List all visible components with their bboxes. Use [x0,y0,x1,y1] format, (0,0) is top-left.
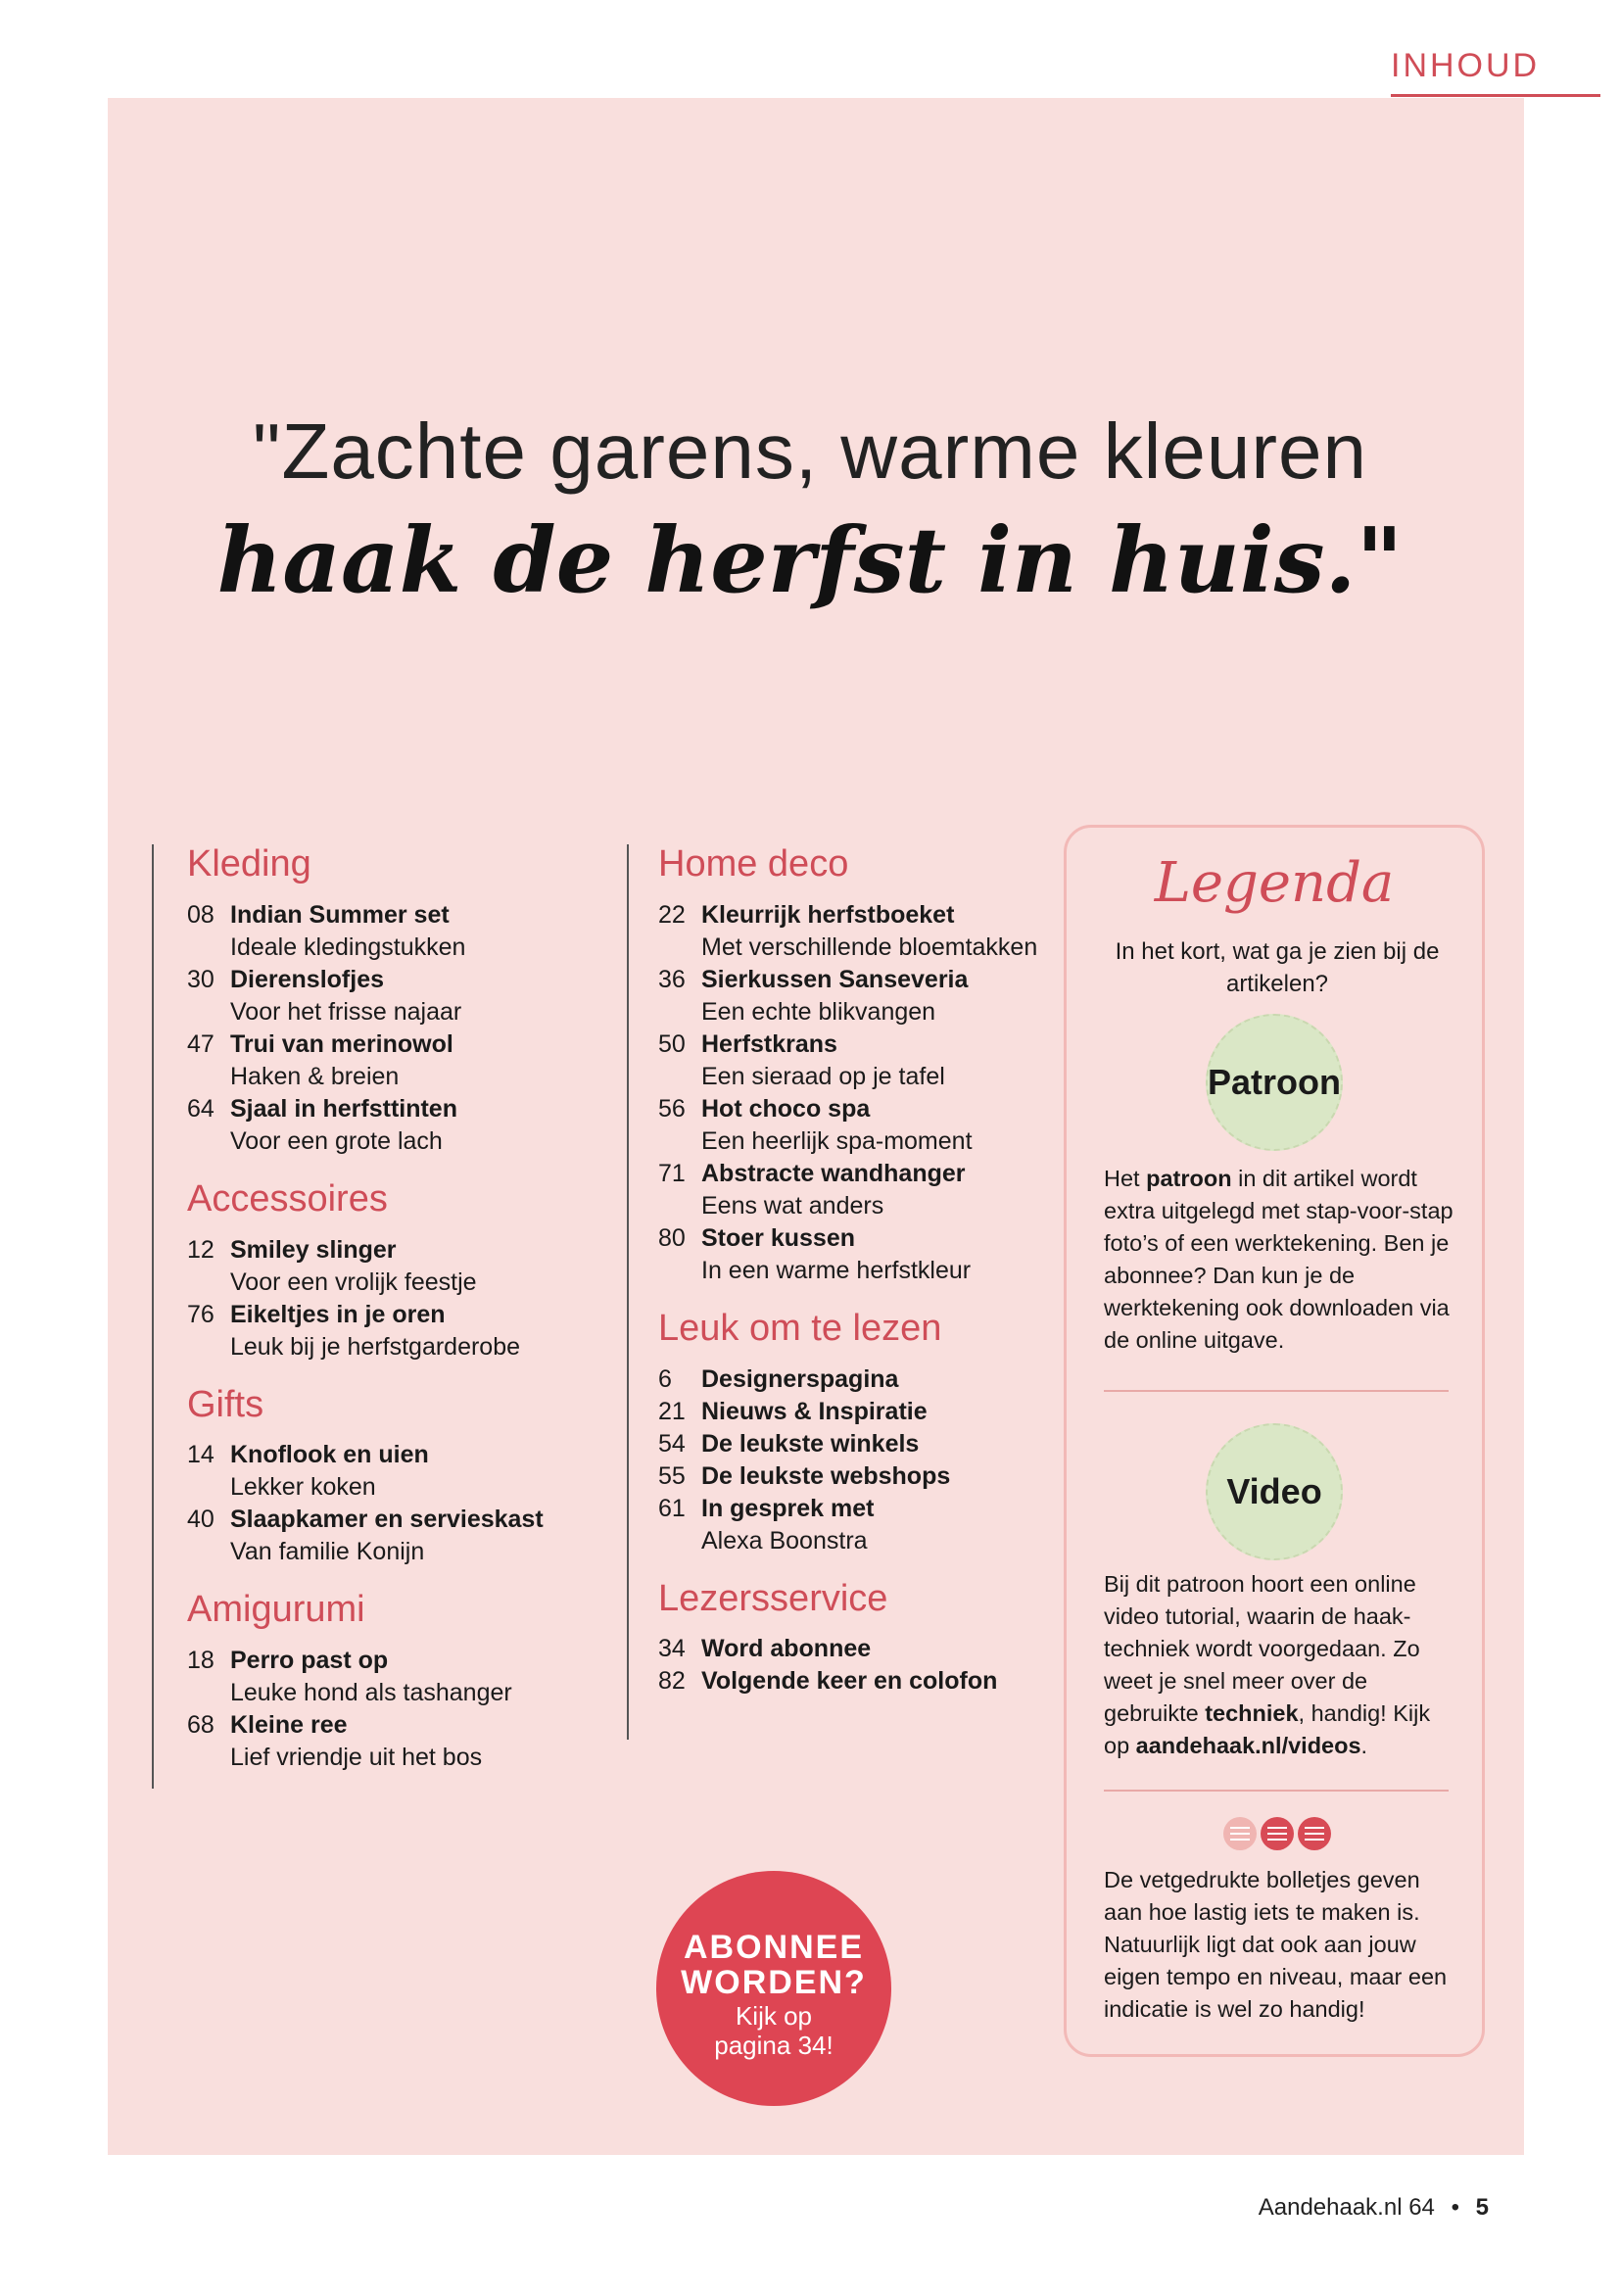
toc-entry[interactable] [658,1028,1048,1093]
toc-entry-text [230,1028,453,1093]
toc-entry[interactable] [187,899,622,964]
toc-page-number: 55 [658,1461,686,1490]
patroon-text-bold: patroon [1146,1166,1232,1191]
toc-entry[interactable] [187,1645,622,1709]
video-description [1104,1568,1456,1762]
legend-divider [1104,1390,1449,1392]
toc-entry-subtitle: In een warme herfstkleur [701,1256,972,1284]
toc-page-number: 56 [658,1094,686,1123]
toc-entry-subtitle: Haken & breien [230,1062,400,1090]
toc-entry-text [701,1363,898,1396]
toc-entry-subtitle: Voor een grote lach [230,1126,443,1155]
toc-entry-subtitle: Eens wat anders [701,1191,884,1220]
toc-entry-text [701,1665,997,1698]
toc-entry-title: Perro past op [230,1647,389,1675]
toc-entry-title: Word abonnee [701,1635,872,1663]
toc-entry-text [701,1396,928,1428]
subscribe-line-3: Kijk op [735,2001,813,2031]
video-text-c: , handig! Kijk op [1104,1700,1431,1758]
quote-line-1: "Zachte garens, warme kleuren [253,407,1367,495]
toc-page-number: 64 [187,1094,214,1123]
toc-entry[interactable] [658,1158,1048,1222]
toc-entry[interactable] [658,964,1048,1028]
toc-entry[interactable] [187,1234,622,1299]
toc-entry[interactable] [658,1396,1048,1428]
toc-entry-title: In gesprek met [701,1494,875,1522]
toc-entry-text [701,1222,971,1287]
toc-entry-title: Slaapkamer en servieskast [230,1506,544,1534]
video-badge: Video [1206,1423,1343,1560]
toc-column-middle [627,844,1048,1740]
toc-entry-text [230,1234,477,1299]
toc-entry-text [701,1460,950,1493]
toc-category-title: Kleding [187,843,311,885]
toc-page-number: 61 [658,1494,686,1522]
toc-entry-text [230,1504,544,1568]
toc-entry[interactable] [187,964,622,1028]
video-link[interactable]: aandehaak.nl/videos [1135,1733,1361,1758]
toc-entry-title: Eikeltjes in je oren [230,1300,446,1328]
toc-entry-text [701,1493,874,1557]
subscribe-line-2: WORDEN? [681,1964,867,2001]
video-text-bold: techniek [1205,1700,1299,1726]
video-text-e: . [1360,1733,1368,1758]
toc-page-number: 47 [187,1029,214,1058]
toc-category-title: Accessoires [187,1177,388,1220]
legend-intro: In het kort, wat ga je zien bij de artikelen? [1115,938,1440,997]
toc-page-number: 71 [658,1159,686,1187]
toc-entry-subtitle: Voor het frisse najaar [230,997,462,1026]
quote-line-2: haak de herfst in huis." [216,507,1404,613]
toc-entry[interactable] [658,1363,1048,1396]
toc-page-number: 50 [658,1029,686,1058]
toc-page-number: 22 [658,900,686,929]
footer-separator: • [1451,2194,1459,2221]
toc-entry-title: De leukste winkels [701,1429,920,1458]
toc-entry-title: Nieuws & Inspiratie [701,1397,928,1425]
section-tag: INHOUD [1391,47,1541,84]
toc-entry-subtitle: Ideale kledingstukken [230,933,466,961]
toc-page-number: 08 [187,900,214,929]
toc-entry-subtitle: Alexa Boonstra [701,1526,868,1555]
toc-entry-text [230,899,465,964]
toc-entry[interactable] [658,1665,1048,1698]
patroon-description [1104,1163,1456,1357]
toc-entry-text [230,1093,457,1158]
toc-entry-title: Indian Summer set [230,900,450,929]
toc-entry-text [701,1158,966,1222]
toc-entry-title: Sierkussen Sanseveria [701,965,969,993]
patroon-text-c: in dit artikel wordt extra uitgelegd met stap-voor-stap foto’s of een werktekening. Ben je abonnee? Dan kun je de werktekening ook downloaden via de online uitgave. [1104,1166,1453,1353]
subscribe-badge[interactable] [656,1871,891,2106]
toc-category-title: Leuk om te lezen [658,1307,942,1349]
toc-page-number: 30 [187,965,214,993]
toc-category-title: Amigurumi [187,1589,365,1631]
video-text-a: Bij dit patroon hoort een online video tutorial, waarin de haak-techniek wordt voorgedaan. Zo weet je snel meer over de gebruikte [1104,1571,1420,1726]
toc-entry-text [701,964,968,1028]
difficulty-dot [1261,1817,1294,1850]
toc-entry-subtitle: Een echte blikvangen [701,997,936,1026]
page-footer [1224,2194,1489,2222]
toc-page-number: 18 [187,1647,214,1675]
toc-entry-title: Knoflook en uien [230,1441,429,1469]
toc-entry-text [230,1439,429,1504]
difficulty-dot [1298,1817,1331,1850]
toc-entry-text [701,1028,945,1093]
toc-column-left [152,844,622,1789]
toc-entry-text [701,899,1037,964]
legend-title: Legenda [1154,851,1395,915]
toc-entry-text [701,1428,919,1460]
toc-entry-text [701,1633,871,1665]
toc-page-number: 12 [187,1235,214,1264]
toc-entry-title: Stoer kussen [701,1223,856,1252]
toc-entry[interactable] [187,1028,622,1093]
toc-entry[interactable] [187,1504,622,1568]
difficulty-dot [1223,1817,1257,1850]
toc-category-title: Home deco [658,843,849,885]
toc-entry[interactable] [658,1222,1048,1287]
toc-page-number: 40 [187,1506,214,1534]
toc-category-title: Lezersservice [658,1577,888,1619]
toc-entry-subtitle: Een heerlijk spa-moment [701,1126,973,1155]
toc-entry-text [230,1645,512,1709]
toc-category-title: Gifts [187,1383,264,1425]
toc-entry-subtitle: Voor een vrolijk feestje [230,1268,477,1296]
toc-entry[interactable] [187,1299,622,1363]
toc-entry-title: Trui van merinowol [230,1029,453,1058]
toc-page-number: 80 [658,1223,686,1252]
toc-entry-title: Dierenslofjes [230,965,385,993]
subscribe-line-1: ABONNEE [683,1929,865,1966]
toc-entry[interactable] [658,1633,1048,1665]
toc-entry-title: De leukste webshops [701,1461,951,1490]
section-rule [1391,94,1600,97]
toc-entry-title: Kleine ree [230,1711,348,1740]
subscribe-line-4: pagina 34! [714,2031,834,2060]
toc-entry-title: Volgende keer en colofon [701,1667,998,1696]
toc-entry-title: Kleurrijk herfstboeket [701,900,955,929]
toc-entry-text [230,964,461,1028]
patroon-text-a: Het [1104,1166,1147,1191]
toc-entry[interactable] [187,1093,622,1158]
toc-entry-title: Sjaal in herfsttinten [230,1094,457,1123]
toc-page-number: 34 [658,1635,686,1663]
toc-entry-text [230,1299,520,1363]
toc-entry[interactable] [658,1460,1048,1493]
toc-entry[interactable] [658,1493,1048,1557]
toc-entry[interactable] [187,1709,622,1774]
toc-page-number: 54 [658,1429,686,1458]
toc-entry-text [230,1709,482,1774]
toc-page-number: 21 [658,1397,686,1425]
toc-entry-subtitle: Een sieraad op je tafel [701,1062,945,1090]
toc-entry-subtitle: Met verschillende bloemtakken [701,933,1038,961]
footer-publication: Aandehaak.nl 64 [1258,2194,1435,2221]
legend-divider [1104,1790,1449,1792]
toc-entry-subtitle: Lekker koken [230,1473,376,1502]
toc-entry-title: Hot choco spa [701,1094,871,1123]
toc-entry-subtitle: Lief vriendje uit het bos [230,1744,483,1772]
patroon-badge: Patroon [1206,1014,1343,1151]
toc-entry-title: Designerspagina [701,1364,899,1393]
toc-entry-subtitle: Leuk bij je herfstgarderobe [230,1332,521,1361]
toc-page-number: 82 [658,1667,686,1696]
toc-entry-title: Abstracte wandhanger [701,1159,966,1187]
toc-entry-title: Herfstkrans [701,1029,837,1058]
legend-box [1064,825,1485,2057]
toc-page-number: 68 [187,1711,214,1740]
toc-entry-text [701,1093,973,1158]
toc-entry-subtitle: Leuke hond als tashanger [230,1679,512,1707]
toc-entry-title: Smiley slinger [230,1235,397,1264]
toc-entry-subtitle: Van familie Konijn [230,1538,425,1566]
toc-entry[interactable] [658,899,1048,964]
toc-page-number: 36 [658,965,686,993]
toc-page-number: 6 [658,1364,672,1393]
toc-entry[interactable] [658,1093,1048,1158]
toc-page-number: 76 [187,1300,214,1328]
footer-page-number: 5 [1475,2194,1489,2221]
toc-entry[interactable] [658,1428,1048,1460]
toc-page-number: 14 [187,1441,214,1469]
difficulty-dots [1223,1817,1331,1852]
difficulty-description: De vetgedrukte bolletjes geven aan hoe lastig iets te maken is. Natuurlijk ligt dat ook aan jouw eigen tempo en niveau, maar een indicatie is wel zo handig! [1104,1867,1448,2022]
toc-entry[interactable] [187,1439,622,1504]
